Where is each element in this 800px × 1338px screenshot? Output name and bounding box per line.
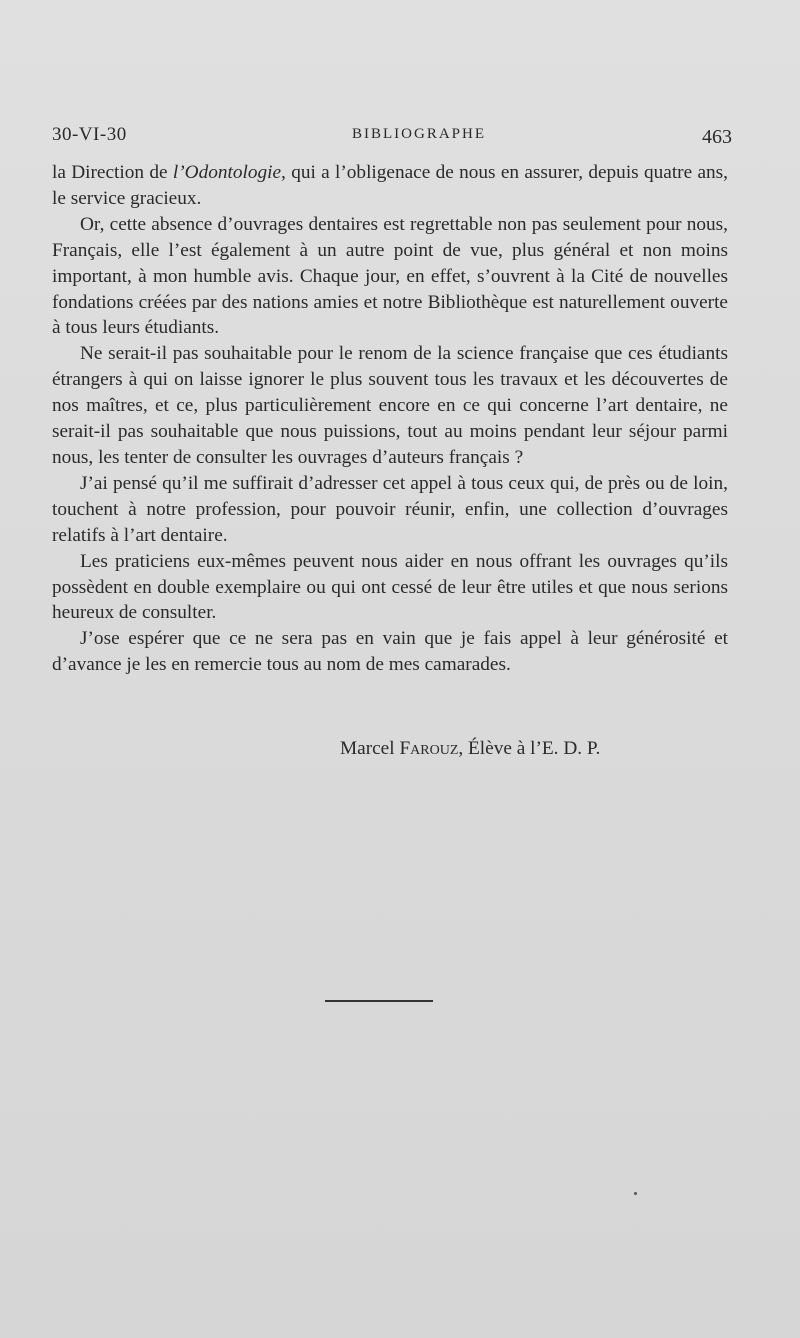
header-title: BIBLIOGRAPHE (352, 126, 487, 142)
paragraph-6: J’ose espérer que ce ne sera pas en vain que je fais appel à leur générosité et d’avance je les en remercie tous au nom de mes camarades. (52, 628, 728, 676)
page-number: 463 (702, 126, 732, 148)
paragraph-4: J’ai pensé qu’il me suffirait d’adresser cet appel à tous ceux qui, de près ou de loin, touchent à notre profession, pour pouvoir réunir, enfin, une collection d’ouvrages relatifs à l’art dentaire. (52, 472, 728, 546)
paragraph-1 (52, 160, 728, 212)
paragraph-2: Or, cette absence d’ouvrages dentaires est regrettable non pas seulement pour nous, Français, elle l’est également à un autre point de vue, plus général et non moins important, à mon humble avis. Chaque jour, en effet, s’ouvrent à la Cité de nouvelles fondations créées par des nations amies et notre Bibliothèque est naturellement ouverte à tous leurs étudiants. (52, 213, 728, 339)
header-date: 30-VI-30 (52, 124, 127, 145)
author-title: Élève à l’E. D. P. (468, 738, 601, 759)
paper-speck (634, 1192, 637, 1195)
paragraph-3: Ne serait-il pas souhaitable pour le renom de la science française que ces étudiants étrangers à qui on laisse ignorer le plus souvent tous les travaux et les découvertes de nos maîtres, et ce, plus particulièrement encore en ce qui concerne l’art dentaire, ne serait-il pas souhaitable que nous puissions, tout au moins pendant leur séjour parmi nous, les tenter de consulter les ouvrages d’auteurs français ? (52, 343, 728, 468)
paragraph-1-start: la Direction de (52, 162, 173, 183)
running-header (52, 124, 732, 150)
author-last-name: Farouz, (399, 738, 464, 759)
paragraph-1-end: qui a l’obligenace de nous en assurer, depuis quatre ans, le service gracieux. (52, 162, 729, 209)
paragraph-5: Les praticiens eux-mêmes peuvent nous aider en nous offrant les ouvrages qu’ils possèdent en double exemplaire ou qui ont cessé de leur être utiles et que nous serions heureux de consulter. (52, 550, 728, 624)
journal-title: l’Odontologie, (172, 162, 286, 183)
author-first-name: Marcel (340, 738, 395, 759)
section-divider (325, 1000, 433, 1002)
body-text (52, 160, 728, 678)
signature (340, 736, 600, 762)
